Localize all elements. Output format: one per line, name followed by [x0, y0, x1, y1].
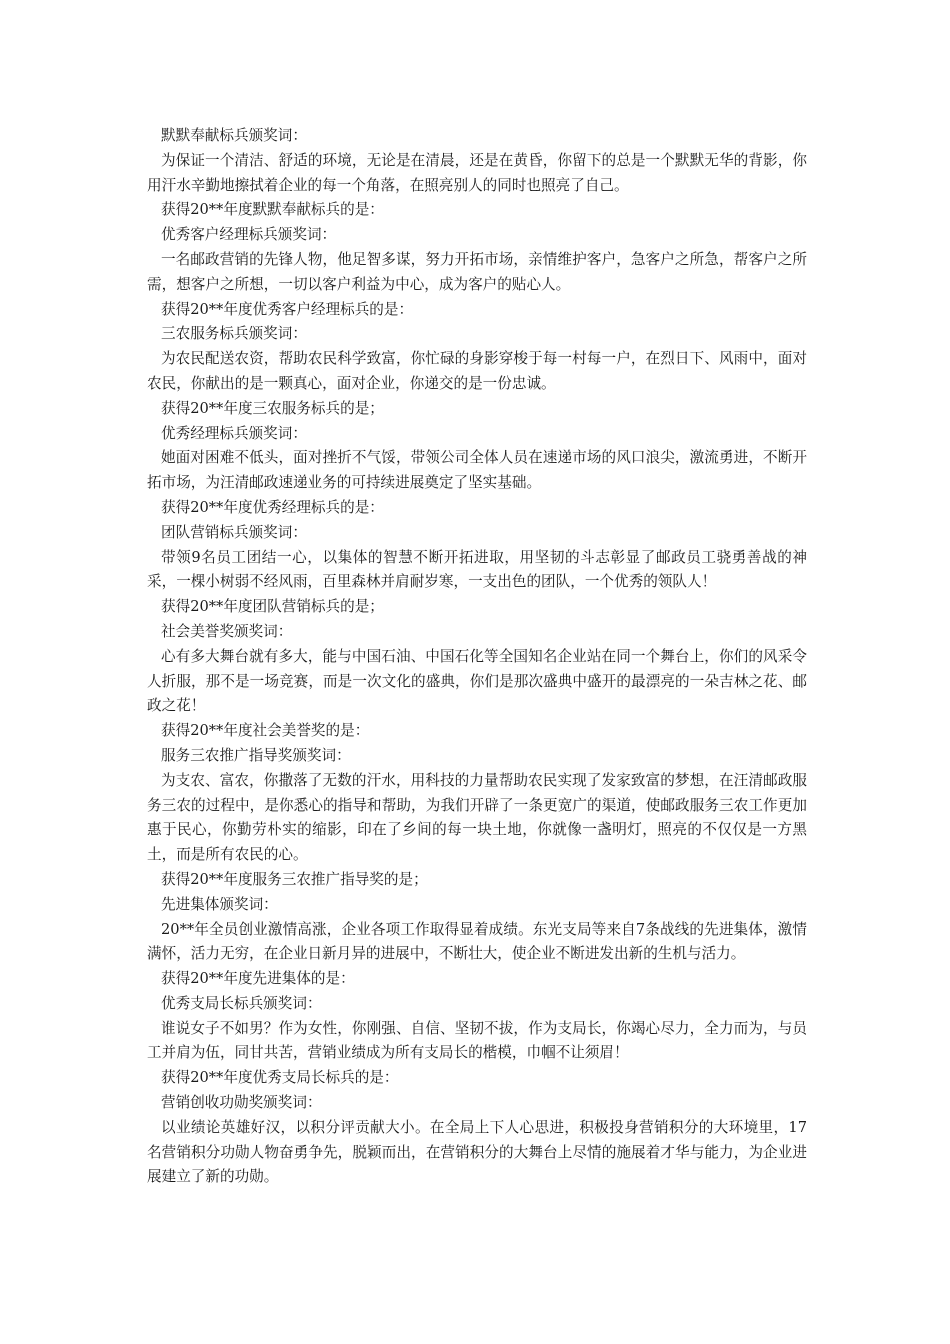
award-citation: 为支农、富农，你撒落了无数的汗水，用科技的力量帮助农民实现了发家致富的梦想，在汪清邮政服务三农的过程中，是你悉心的指导和帮助，为我们开辟了一条更宽广的渠道，使邮政服务三农工作更加惠于民心，你勤劳朴实的缩影，印在了乡间的每一块土地，你就像一盏明灯，照亮的不仅仅是一方黑土，而是所有农民的心。 — [147, 771, 807, 864]
award-winner-line: 获得20**年度默默奉献标兵的是： — [161, 201, 384, 219]
award-winner-line: 获得20**年度三农服务标兵的是； — [161, 399, 384, 417]
award-citation: 一名邮政营销的先锋人物，他足智多谋，努力开拓市场，亲情维护客户，急客户之所急，帮客户之所需，想客户之所想，一切以客户利益为中心，成为客户的贴心人。 — [147, 250, 807, 293]
award-winner-line: 获得20**年度优秀支局长标兵的是： — [161, 1069, 399, 1087]
award-section — [147, 422, 807, 521]
award-citation: 她面对困难不低头，面对挫折不气馁，带领公司全体人员在速递市场的风口浪尖，激流勇进，不断开拓市场，为汪清邮政速递业务的可持续进展奠定了坚实基础。 — [147, 449, 807, 492]
award-heading: 默默奉献标兵颁奖词： — [161, 127, 307, 144]
award-section — [147, 124, 807, 223]
award-citation: 带领9名员工团结一心，以集体的智慧不断开拓进取，用坚韧的斗志彰显了邮政员工骁勇善战的神采，一棵小树弱不经风雨，百里森林并肩耐岁寒，一支出色的团队，一个优秀的领队人！ — [147, 548, 807, 591]
award-winner-line: 获得20**年度社会美誉奖的是： — [161, 722, 370, 740]
award-section — [147, 893, 807, 992]
award-heading: 优秀经理标兵颁奖词： — [161, 424, 307, 442]
award-heading: 社会美誉奖颁奖词： — [161, 622, 293, 640]
award-heading: 先进集体颁奖词： — [161, 895, 278, 913]
award-winner-line: 获得20**年度先进集体的是： — [161, 970, 355, 988]
award-citation: 谁说女子不如男？作为女性，你刚强、自信、坚韧不拔，作为支局长，你竭心尽力，全力而为，与员工并肩为伍，同甘共苦，营销业绩成为所有支局长的楷模，巾帼不让须眉！ — [147, 1019, 807, 1062]
document-page — [147, 124, 807, 1190]
award-citation: 20**年全员创业激情高涨，企业各项工作取得显着成绩。东光支局等来自7条战线的先进集体，激情满怀，活力无穷，在企业日新月异的进展中，不断壮大，使企业不断进发出新的生机与活力。 — [147, 920, 807, 963]
award-heading: 优秀支局长标兵颁奖词： — [161, 994, 322, 1012]
award-citation: 以业绩论英雄好汉，以积分评贡献大小。在全局上下人心思进，积极投身营销积分的大环境里，17名营销积分功勋人物奋勇争先，脱颖而出，在营销积分的大舞台上尽情的施展着才华与能力，为企业进展建立了新的功勋。 — [147, 1118, 807, 1186]
award-heading: 优秀客户经理标兵颁奖词： — [161, 226, 337, 244]
award-heading: 服务三农推广指导奖颁奖词： — [161, 746, 351, 764]
award-winner-line: 获得20**年度优秀经理标兵的是： — [161, 498, 384, 516]
award-citation: 为保证一个清洁、舒适的环境，无论是在清晨，还是在黄昏，你留下的总是一个默默无华的背影，你用汗水辛勤地擦拭着企业的每一个角落，在照亮别人的同时也照亮了自己。 — [147, 151, 807, 194]
award-section — [147, 1091, 807, 1190]
award-section — [147, 521, 807, 620]
award-heading: 三农服务标兵颁奖词： — [161, 325, 307, 343]
award-winner-line: 获得20**年度团队营销标兵的是； — [161, 598, 384, 616]
award-winner-line: 获得20**年度优秀客户经理标兵的是： — [161, 300, 414, 318]
award-section — [147, 992, 807, 1091]
award-heading: 营销创收功勋奖颁奖词： — [161, 1094, 322, 1112]
award-heading: 团队营销标兵颁奖词： — [161, 523, 307, 541]
award-winner-line: 获得20**年度服务三农推广指导奖的是； — [161, 870, 428, 888]
award-citation: 为农民配送农资，帮助农民科学致富，你忙碌的身影穿梭于每一村每一户，在烈日下、风雨中，面对农民，你献出的是一颗真心，面对企业，你递交的是一份忠诚。 — [147, 350, 807, 392]
award-section — [147, 322, 807, 421]
award-citation: 心有多大舞台就有多大，能与中国石油、中国石化等全国知名企业站在同一个舞台上，你们的风采令人折服，那不是一场竞赛，而是一次文化的盛典，你们是那次盛典中盛开的最漂亮的一朵吉林之花、邮政之花！ — [147, 647, 807, 715]
award-section — [147, 223, 807, 322]
award-section — [147, 744, 807, 893]
award-section — [147, 620, 807, 744]
